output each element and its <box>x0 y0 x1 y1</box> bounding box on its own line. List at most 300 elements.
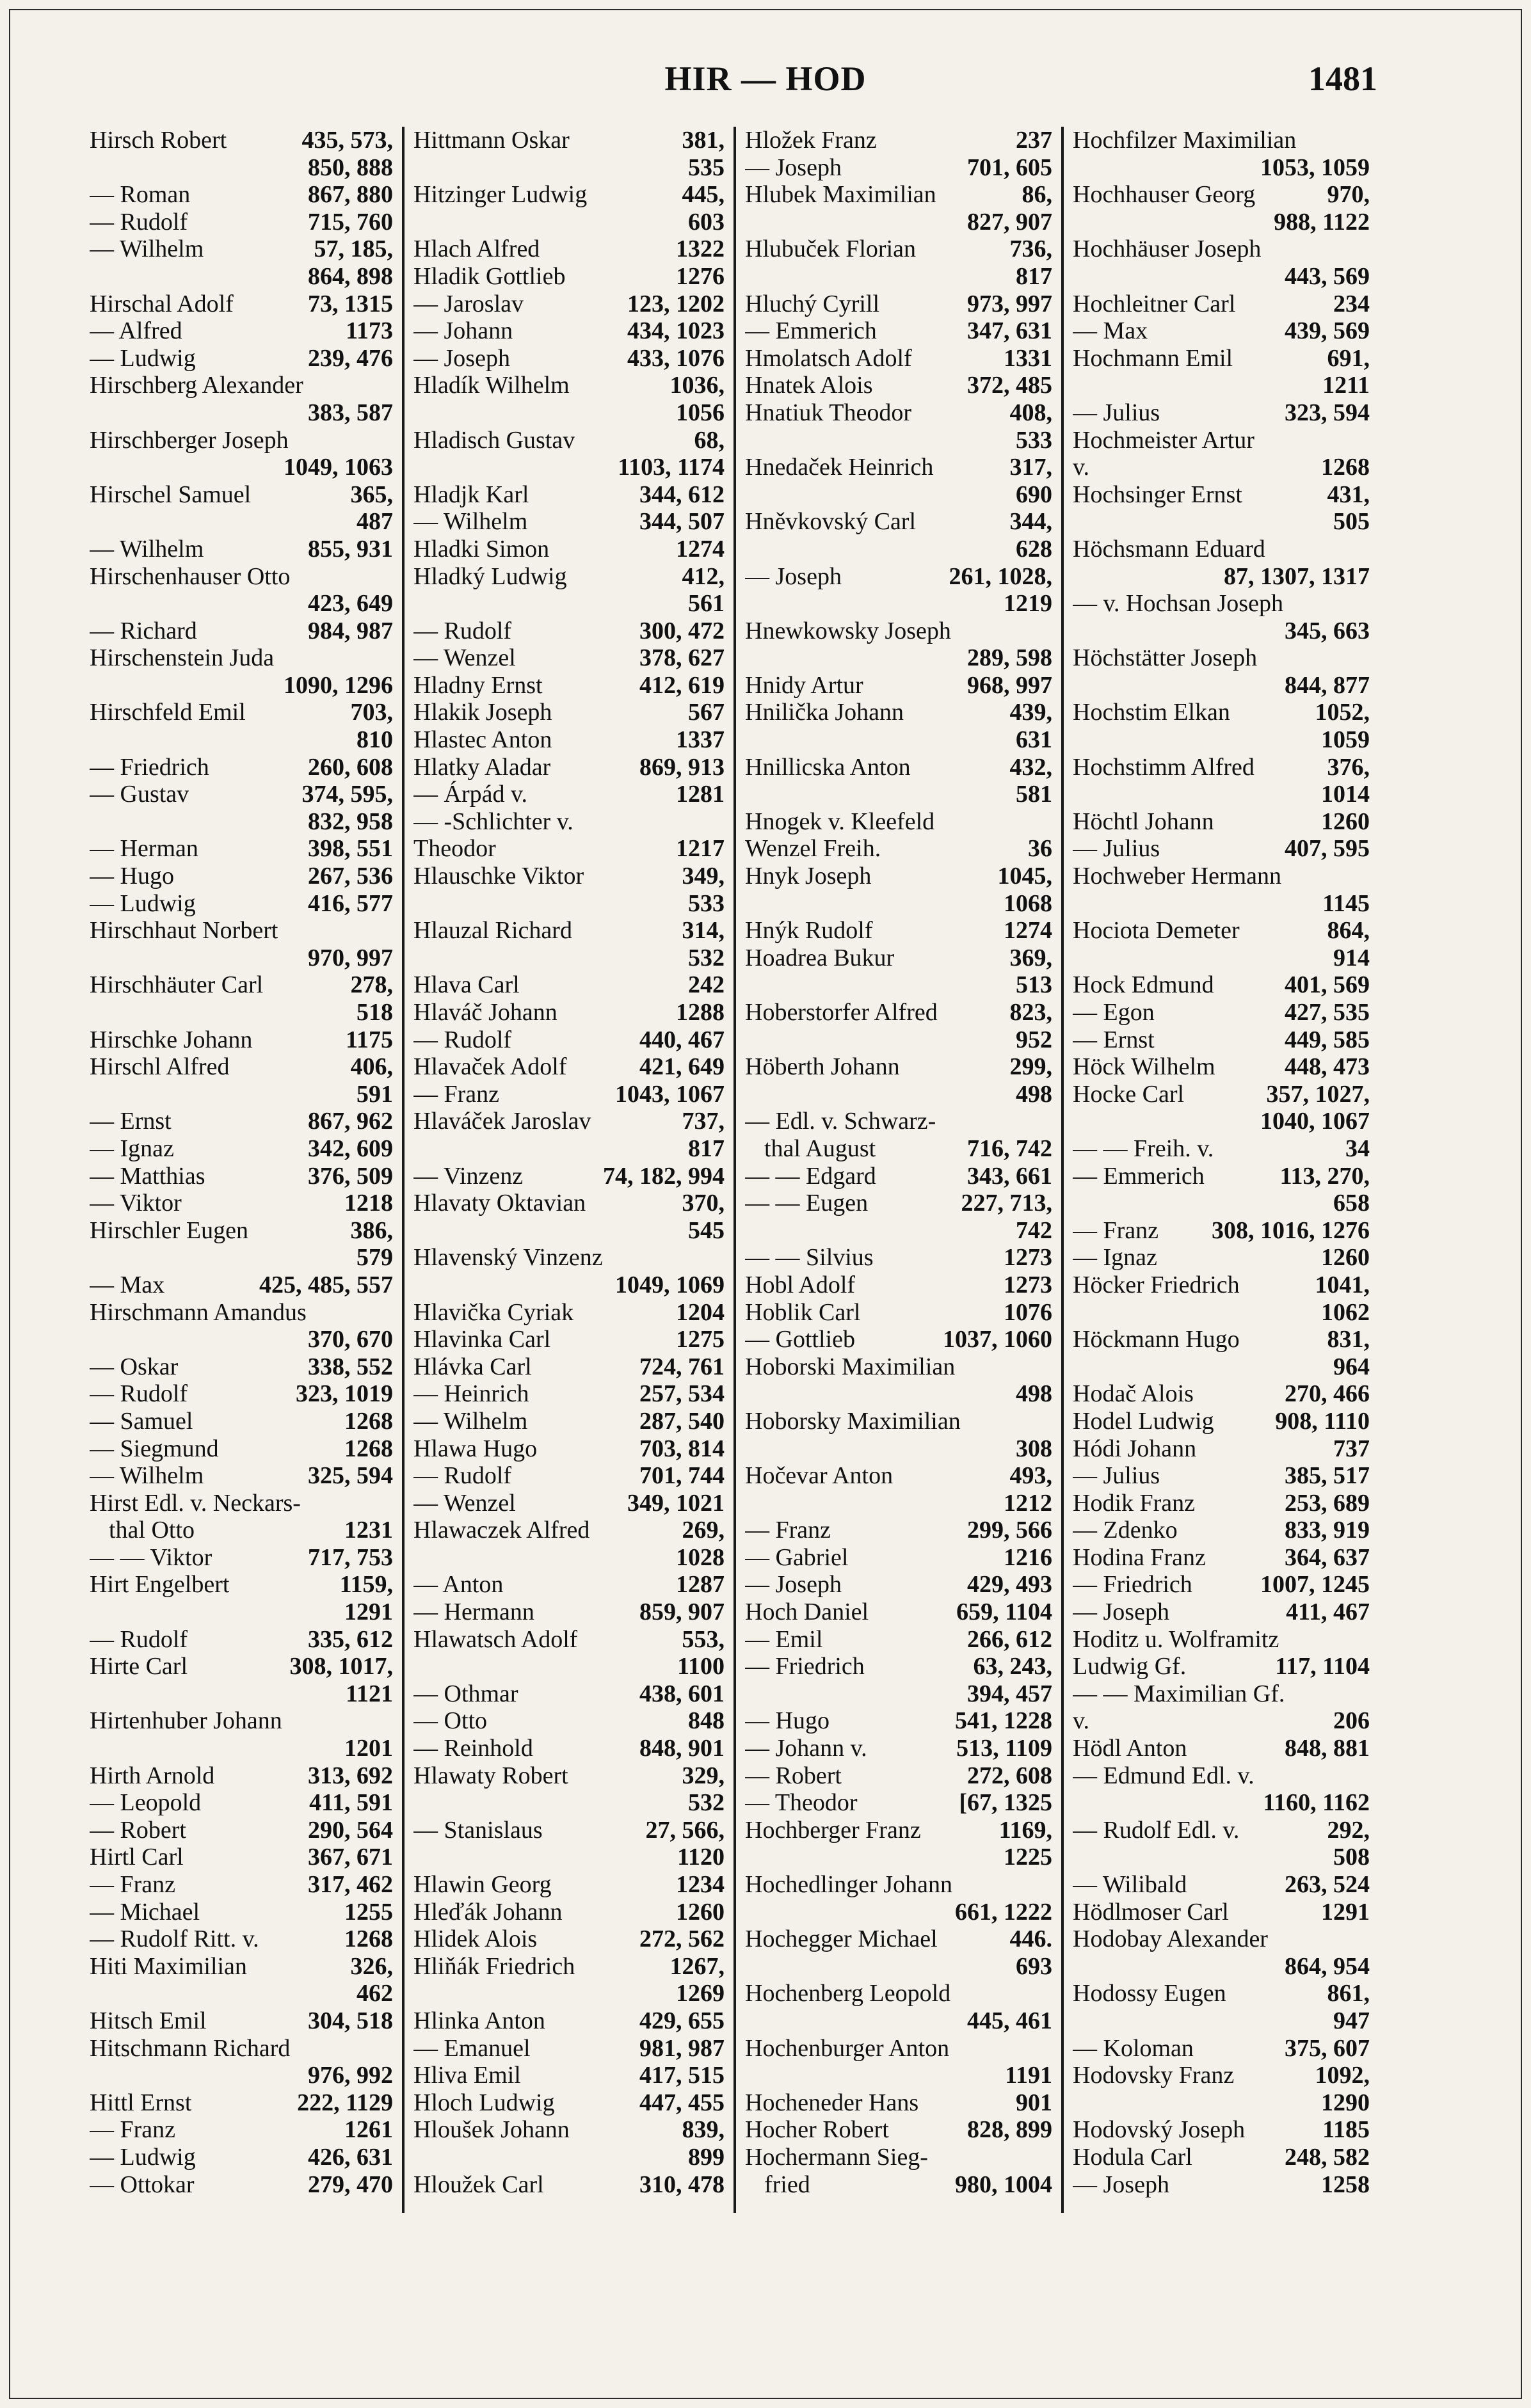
entry-pages: 308 <box>1016 1435 1052 1462</box>
entry-name: Hočevar Anton <box>745 1462 894 1490</box>
entry-pages: 345, 663 <box>1285 617 1370 644</box>
entry-name: Ludwig Gf. <box>1073 1653 1187 1680</box>
index-entry <box>1073 1108 1370 1135</box>
column-rule <box>1061 127 1064 2213</box>
index-entry <box>413 235 725 263</box>
entry-name: Hoch Daniel <box>745 1599 869 1626</box>
index-entry <box>745 399 1052 427</box>
entry-name: Hochermann Sieg- <box>745 2143 928 2171</box>
index-entry <box>1073 427 1370 454</box>
entry-name: Hirschl Alfred <box>90 1053 230 1081</box>
index-entry <box>1073 263 1370 291</box>
index-entry <box>413 945 725 972</box>
entry-name: — Rudolf <box>90 1625 188 1653</box>
index-entry <box>413 2035 725 2062</box>
index-entry <box>745 644 1052 672</box>
entry-pages: 831, <box>1327 1326 1370 1353</box>
entry-name: Hirschhäuter Carl <box>90 971 264 999</box>
entry-pages: 661, 1222 <box>955 1898 1052 1926</box>
entry-pages: 261, 1028, <box>949 562 1052 590</box>
entry-pages: 34 <box>1345 1135 1370 1162</box>
index-entry <box>90 1462 393 1490</box>
entry-name: Hladisch Gustav <box>413 426 575 454</box>
index-entry <box>745 2007 1052 2035</box>
entry-pages: 828, 899 <box>967 2116 1052 2144</box>
index-entry <box>90 1244 393 1272</box>
entry-pages: 1212 <box>1004 1489 1052 1517</box>
entry-name: — Zdenko <box>1073 1517 1178 1544</box>
entry-pages: 398, 551 <box>308 835 393 863</box>
index-entry <box>90 1380 393 1408</box>
entry-pages: 1217 <box>676 835 725 863</box>
entry-pages <box>1365 1626 1370 1654</box>
entry-pages: 372, 485 <box>967 372 1052 399</box>
entry-name: Hlidek Alois <box>413 1926 538 1953</box>
entry-name: Hliňák Friedrich <box>413 1952 575 1980</box>
entry-pages: 561 <box>688 590 725 618</box>
index-entry <box>745 181 1052 209</box>
entry-name: — Edl. v. Schwarz- <box>745 1108 936 1135</box>
entry-name: Hochedlinger Johann <box>745 1871 952 1898</box>
entry-name: Hirst Edl. v. Neckars- <box>90 1489 301 1517</box>
entry-pages <box>1047 808 1052 836</box>
column-rule <box>402 127 405 2213</box>
entry-pages: 964 <box>1333 1353 1370 1380</box>
entry-pages: 1258 <box>1321 2171 1370 2198</box>
entry-name: Hirschhaut Norbert <box>90 917 278 945</box>
entry-pages: 343, 661 <box>967 1162 1052 1190</box>
entry-pages: 981, 987 <box>639 2034 725 2062</box>
index-entry <box>413 1299 725 1327</box>
index-entry <box>90 917 393 945</box>
index-entry <box>413 1653 725 1680</box>
index-entry <box>413 1789 725 1817</box>
entry-name: — Rudolf <box>413 1462 512 1490</box>
entry-name: Hliva Emil <box>413 2062 521 2089</box>
entry-pages: 1267, <box>669 1952 725 1980</box>
entry-pages: 914 <box>1333 944 1370 971</box>
entry-name: — Oskar <box>90 1353 179 1380</box>
entry-pages: 364, 637 <box>1285 1543 1370 1571</box>
entry-name: — Rudolf Ritt. v. <box>90 1926 259 1953</box>
index-entry <box>745 427 1052 454</box>
entry-name: Hodel Ludwig <box>1073 1407 1214 1435</box>
entry-pages: 1028 <box>676 1543 725 1571</box>
entry-pages: 1260 <box>1321 1244 1370 1272</box>
entry-pages: 394, 457 <box>967 1680 1052 1707</box>
entry-pages: 266, 612 <box>967 1625 1052 1653</box>
index-entry <box>413 863 725 890</box>
entry-name: Hoberstorfer Alfred <box>745 999 938 1026</box>
entry-pages: 1040, 1067 <box>1260 1108 1370 1135</box>
index-entry <box>1073 1163 1370 1190</box>
index-entry <box>1073 863 1370 890</box>
index-entry <box>1073 1462 1370 1490</box>
entry-name: Hlakik Joseph <box>413 699 552 726</box>
entry-pages: 1160, 1162 <box>1263 1789 1370 1817</box>
entry-pages: 260, 608 <box>308 753 393 781</box>
index-entry <box>745 345 1052 372</box>
entry-pages: 581 <box>1016 781 1052 808</box>
entry-pages: 703, 814 <box>639 1435 725 1462</box>
entry-name: — Franz <box>1073 1216 1159 1244</box>
entry-name: Höck Wilhelm <box>1073 1053 1215 1081</box>
entry-name: — Wenzel <box>413 644 516 672</box>
index-entry <box>90 590 393 618</box>
entry-pages: 701, 605 <box>967 154 1052 181</box>
entry-pages: 411, 467 <box>1286 1599 1370 1626</box>
index-entry <box>413 1762 725 1790</box>
entry-name: — Joseph <box>1073 2171 1169 2198</box>
index-entry <box>90 835 393 863</box>
index-entry <box>1073 917 1370 945</box>
entry-pages: 375, 607 <box>1285 2034 1370 2062</box>
index-entry <box>413 1244 725 1272</box>
entry-pages: 869, 913 <box>639 753 725 781</box>
entry-name: — Leopold <box>90 1789 202 1817</box>
index-entry <box>1073 1326 1370 1353</box>
index-entry <box>413 1190 725 1217</box>
index-entry <box>413 1735 725 1762</box>
entry-name: — Franz <box>413 1080 500 1108</box>
entry-name: Hirschal Adolf <box>90 290 234 317</box>
entry-pages <box>1365 127 1370 154</box>
index-entry <box>1073 781 1370 808</box>
entry-name: — Johann <box>413 317 513 345</box>
entry-pages: 690 <box>1016 481 1052 508</box>
entry-pages: 1092, <box>1315 2062 1370 2089</box>
index-entry <box>1073 1789 1370 1817</box>
entry-name: Hochenburger Anton <box>745 2034 950 2062</box>
index-entry <box>413 1707 725 1735</box>
entry-pages: 87, 1307, 1317 <box>1224 562 1370 590</box>
index-entry <box>90 2035 393 2062</box>
entry-name: Hladjk Karl <box>413 481 529 508</box>
entry-pages: 1052, <box>1315 699 1370 726</box>
entry-pages: 737, <box>682 1108 725 1135</box>
entry-pages: 973, 997 <box>967 290 1052 317</box>
entry-pages: 532 <box>688 944 725 971</box>
index-entry <box>413 1435 725 1463</box>
entry-pages: 505 <box>1333 508 1370 536</box>
entry-name: — Ignaz <box>90 1135 174 1162</box>
entry-pages: 1275 <box>676 1326 725 1353</box>
index-entry <box>90 1190 393 1217</box>
entry-pages: 513 <box>1016 971 1052 999</box>
entry-pages: 1219 <box>1004 590 1052 618</box>
entry-pages: 1076 <box>1004 1298 1052 1326</box>
index-entry <box>90 644 393 672</box>
entry-name: — Rudolf <box>90 208 188 235</box>
entry-pages: 227, 713, <box>961 1190 1052 1217</box>
index-entry <box>745 1081 1052 1108</box>
entry-pages: 376, <box>1327 753 1370 781</box>
entry-pages: 1255 <box>344 1898 393 1926</box>
entry-pages: 703, <box>350 699 393 726</box>
entry-name: — Julius <box>1073 835 1160 863</box>
entry-name: — Emmerich <box>745 317 877 345</box>
entry-pages <box>388 427 393 454</box>
entry-name: — Johann v. <box>745 1735 867 1762</box>
entry-pages: 1056 <box>676 399 725 426</box>
index-entry <box>90 1163 393 1190</box>
index-entry <box>745 536 1052 563</box>
index-entry <box>90 235 393 263</box>
index-entry <box>413 481 725 509</box>
index-entry <box>90 1081 393 1108</box>
index-entry <box>413 917 725 945</box>
entry-pages: 493, <box>1009 1462 1052 1490</box>
entry-name: — Hugo <box>90 863 174 890</box>
entry-pages: 1204 <box>676 1298 725 1326</box>
index-entry <box>90 1326 393 1353</box>
entry-name: — Vinzenz <box>413 1162 524 1190</box>
index-entry <box>745 1135 1052 1163</box>
index-entry <box>1073 454 1370 481</box>
index-entry <box>413 672 725 699</box>
index-entry <box>745 235 1052 263</box>
entry-pages: 567 <box>688 699 725 726</box>
index-entry <box>745 2062 1052 2089</box>
entry-name: Hoditz u. Wolframitz <box>1073 1625 1279 1653</box>
index-entry <box>413 127 725 154</box>
index-entry <box>745 2035 1052 2062</box>
index-entry <box>1073 1871 1370 1899</box>
entry-pages: 367, 671 <box>308 1844 393 1871</box>
entry-name: Hnýk Rudolf <box>745 917 873 945</box>
entry-name: Hocher Robert <box>745 2116 889 2144</box>
index-entry <box>745 781 1052 808</box>
entry-pages: 864, 954 <box>1285 1952 1370 1980</box>
entry-name: — Richard <box>90 617 197 644</box>
index-entry <box>413 2116 725 2144</box>
entry-pages: 498 <box>1016 1080 1052 1108</box>
index-entry <box>413 291 725 318</box>
entry-name: Hloužek Carl <box>413 2171 544 2198</box>
entry-name: — Gabriel <box>745 1543 849 1571</box>
index-entry <box>413 154 725 182</box>
entry-pages: 425, 485, 557 <box>259 1271 393 1298</box>
index-entry <box>1073 2171 1370 2199</box>
index-entry <box>745 917 1052 945</box>
index-entry <box>745 1817 1052 1844</box>
index-entry <box>745 1217 1052 1245</box>
entry-pages: 716, 742 <box>967 1135 1052 1162</box>
index-entry <box>90 209 393 236</box>
index-entry <box>745 1026 1052 1054</box>
index-entry <box>1073 1626 1370 1654</box>
index-entry <box>90 1135 393 1163</box>
entry-name: Hlawaczek Alfred <box>413 1517 590 1544</box>
entry-name: Hochhauser Georg <box>1073 181 1256 209</box>
index-entry <box>1073 1953 1370 1981</box>
index-entry <box>413 1135 725 1163</box>
index-entry <box>413 754 725 781</box>
entry-name: — Siegmund <box>90 1435 219 1462</box>
entry-name: — Heinrich <box>413 1380 529 1408</box>
entry-pages: 369, <box>1009 944 1052 971</box>
entry-pages: 272, 608 <box>967 1762 1052 1789</box>
index-entry <box>413 699 725 726</box>
index-entry <box>745 1953 1052 1981</box>
index-entry <box>413 317 725 345</box>
entry-name: — Egon <box>1073 999 1155 1026</box>
index-entry <box>413 1081 725 1108</box>
entry-name: Hirschenhauser Otto <box>90 562 291 590</box>
entry-pages: 1274 <box>1004 917 1052 945</box>
index-entry <box>413 618 725 645</box>
entry-name: Hirtl Carl <box>90 1844 184 1871</box>
entry-pages: 1007, 1245 <box>1260 1571 1370 1599</box>
entry-name: Hnedaček Heinrich <box>745 454 934 481</box>
entry-pages: 263, 524 <box>1285 1871 1370 1898</box>
entry-pages: 123, 1202 <box>627 290 725 317</box>
entry-pages: 435, 573, <box>301 127 393 154</box>
entry-pages: 349, <box>682 863 725 890</box>
index-entry <box>745 890 1052 918</box>
entry-name: — Ottokar <box>90 2171 195 2198</box>
entry-name: — Wilhelm <box>413 1407 528 1435</box>
entry-pages: 325, 594 <box>308 1462 393 1490</box>
entry-pages: 715, 760 <box>308 208 393 235</box>
entry-pages: 1059 <box>1321 726 1370 754</box>
entry-pages <box>1047 1871 1052 1899</box>
index-entry <box>413 427 725 454</box>
entry-pages: 429, 655 <box>639 2007 725 2034</box>
index-entry <box>1073 1653 1370 1680</box>
entry-name: Hirschenstein Juda <box>90 644 275 672</box>
index-entry <box>413 563 725 591</box>
entry-pages: 447, 455 <box>639 2089 725 2116</box>
entry-name: — Ludwig <box>90 889 196 917</box>
entry-name: — Árpád v. <box>413 781 527 808</box>
index-entry <box>745 2116 1052 2144</box>
entry-name: — Ignaz <box>1073 1244 1157 1272</box>
entry-pages: 513, 1109 <box>956 1735 1052 1762</box>
index-entry <box>413 2171 725 2199</box>
entry-name: — Ernst <box>90 1108 172 1135</box>
entry-name: — Gustav <box>90 781 189 808</box>
entry-name: Hódi Johann <box>1073 1435 1197 1462</box>
entry-pages: 117, 1104 <box>1275 1653 1370 1680</box>
index-entry <box>1073 1435 1370 1463</box>
entry-pages: 439, 569 <box>1285 317 1370 345</box>
entry-pages: 68, <box>694 426 725 454</box>
entry-pages: 287, 540 <box>639 1407 725 1435</box>
index-entry <box>745 1435 1052 1463</box>
entry-pages: 237 <box>1016 127 1052 154</box>
entry-name: — Alfred <box>90 317 182 345</box>
entry-pages: 299, 566 <box>967 1517 1052 1544</box>
entry-name: Hochmann Emil <box>1073 344 1233 372</box>
index-entry <box>90 2007 393 2035</box>
entry-pages: 984, 987 <box>308 617 393 644</box>
entry-pages: 970, <box>1327 181 1370 209</box>
entry-pages: 742 <box>1016 1216 1052 1244</box>
index-entry <box>745 1735 1052 1762</box>
entry-pages: 1100 <box>677 1653 725 1680</box>
index-entry <box>745 1353 1052 1381</box>
entry-name: Hirschberger Joseph <box>90 426 289 454</box>
entry-name: Hladny Ernst <box>413 671 543 699</box>
index-entry <box>90 863 393 890</box>
entry-pages: 1260 <box>676 1898 725 1926</box>
index-entry <box>1073 481 1370 509</box>
entry-pages: 1290 <box>1321 2089 1370 2116</box>
entry-name: Hiti Maximilian <box>90 1952 247 1980</box>
index-entry <box>745 863 1052 890</box>
index-entry <box>1073 945 1370 972</box>
entry-name: Hochmeister Artur <box>1073 426 1254 454</box>
entry-pages: 1049, 1069 <box>615 1271 725 1298</box>
index-entry <box>90 372 393 399</box>
index-entry <box>1073 1244 1370 1272</box>
entry-name: — Franz <box>745 1517 831 1544</box>
index-entry <box>1073 644 1370 672</box>
entry-name: — — Eugen <box>745 1190 869 1217</box>
index-entry <box>745 971 1052 999</box>
entry-pages: 1273 <box>1004 1244 1052 1272</box>
index-entry <box>1073 726 1370 754</box>
index-entry <box>90 1871 393 1899</box>
index-entry <box>413 781 725 808</box>
entry-name: Hodik Franz <box>1073 1489 1196 1517</box>
entry-name: — Reinhold <box>413 1735 533 1762</box>
entry-name: — v. Hochsan Joseph <box>1073 590 1283 618</box>
entry-pages: 848 <box>688 1707 725 1735</box>
entry-pages: 323, 1019 <box>296 1380 393 1408</box>
index-entry <box>745 2089 1052 2117</box>
index-entry <box>413 1462 725 1490</box>
index-entry <box>745 1626 1052 1654</box>
entry-pages: 717, 753 <box>308 1543 393 1571</box>
index-entry <box>90 1408 393 1435</box>
entry-pages: 429, 493 <box>967 1571 1052 1599</box>
index-entry <box>90 1980 393 2007</box>
index-entry <box>413 1817 725 1844</box>
entry-pages <box>1365 863 1370 890</box>
entry-pages: 1273 <box>1004 1271 1052 1298</box>
entry-name: — Wilhelm <box>90 535 204 562</box>
entry-name: Hodossy Eugen <box>1073 1980 1226 2007</box>
entry-pages: 344, 507 <box>639 508 725 536</box>
entry-pages: 1218 <box>344 1190 393 1217</box>
index-entry <box>1073 1544 1370 1572</box>
entry-pages: 1120 <box>677 1844 725 1871</box>
entry-pages: 833, 919 <box>1285 1517 1370 1544</box>
entry-name: — Rudolf <box>413 617 512 644</box>
index-entry <box>413 590 725 618</box>
entry-name: Hlawa Hugo <box>413 1435 538 1462</box>
entry-name: — Theodor <box>745 1789 858 1817</box>
entry-name: Hodina Franz <box>1073 1543 1206 1571</box>
entry-name: Hněvkovský Carl <box>745 508 917 536</box>
entry-name: Hlavenský Vinzenz <box>413 1244 603 1272</box>
entry-name: Hirtenhuber Johann <box>90 1707 282 1735</box>
entry-name: Hocke Carl <box>1073 1080 1185 1108</box>
index-entry <box>90 1299 393 1327</box>
entry-name: Hlinka Anton <box>413 2007 545 2034</box>
entry-pages: 421, 649 <box>639 1053 725 1081</box>
entry-name: Hittl Ernst <box>90 2089 192 2116</box>
index-entry <box>413 1053 725 1081</box>
index-entry <box>90 1899 393 1926</box>
entry-pages: 1268 <box>344 1926 393 1953</box>
index-entry <box>745 726 1052 754</box>
entry-pages: 417, 515 <box>639 2062 725 2089</box>
entry-pages: 1090, 1296 <box>284 671 393 699</box>
entry-name: Hložek Franz <box>745 127 877 154</box>
